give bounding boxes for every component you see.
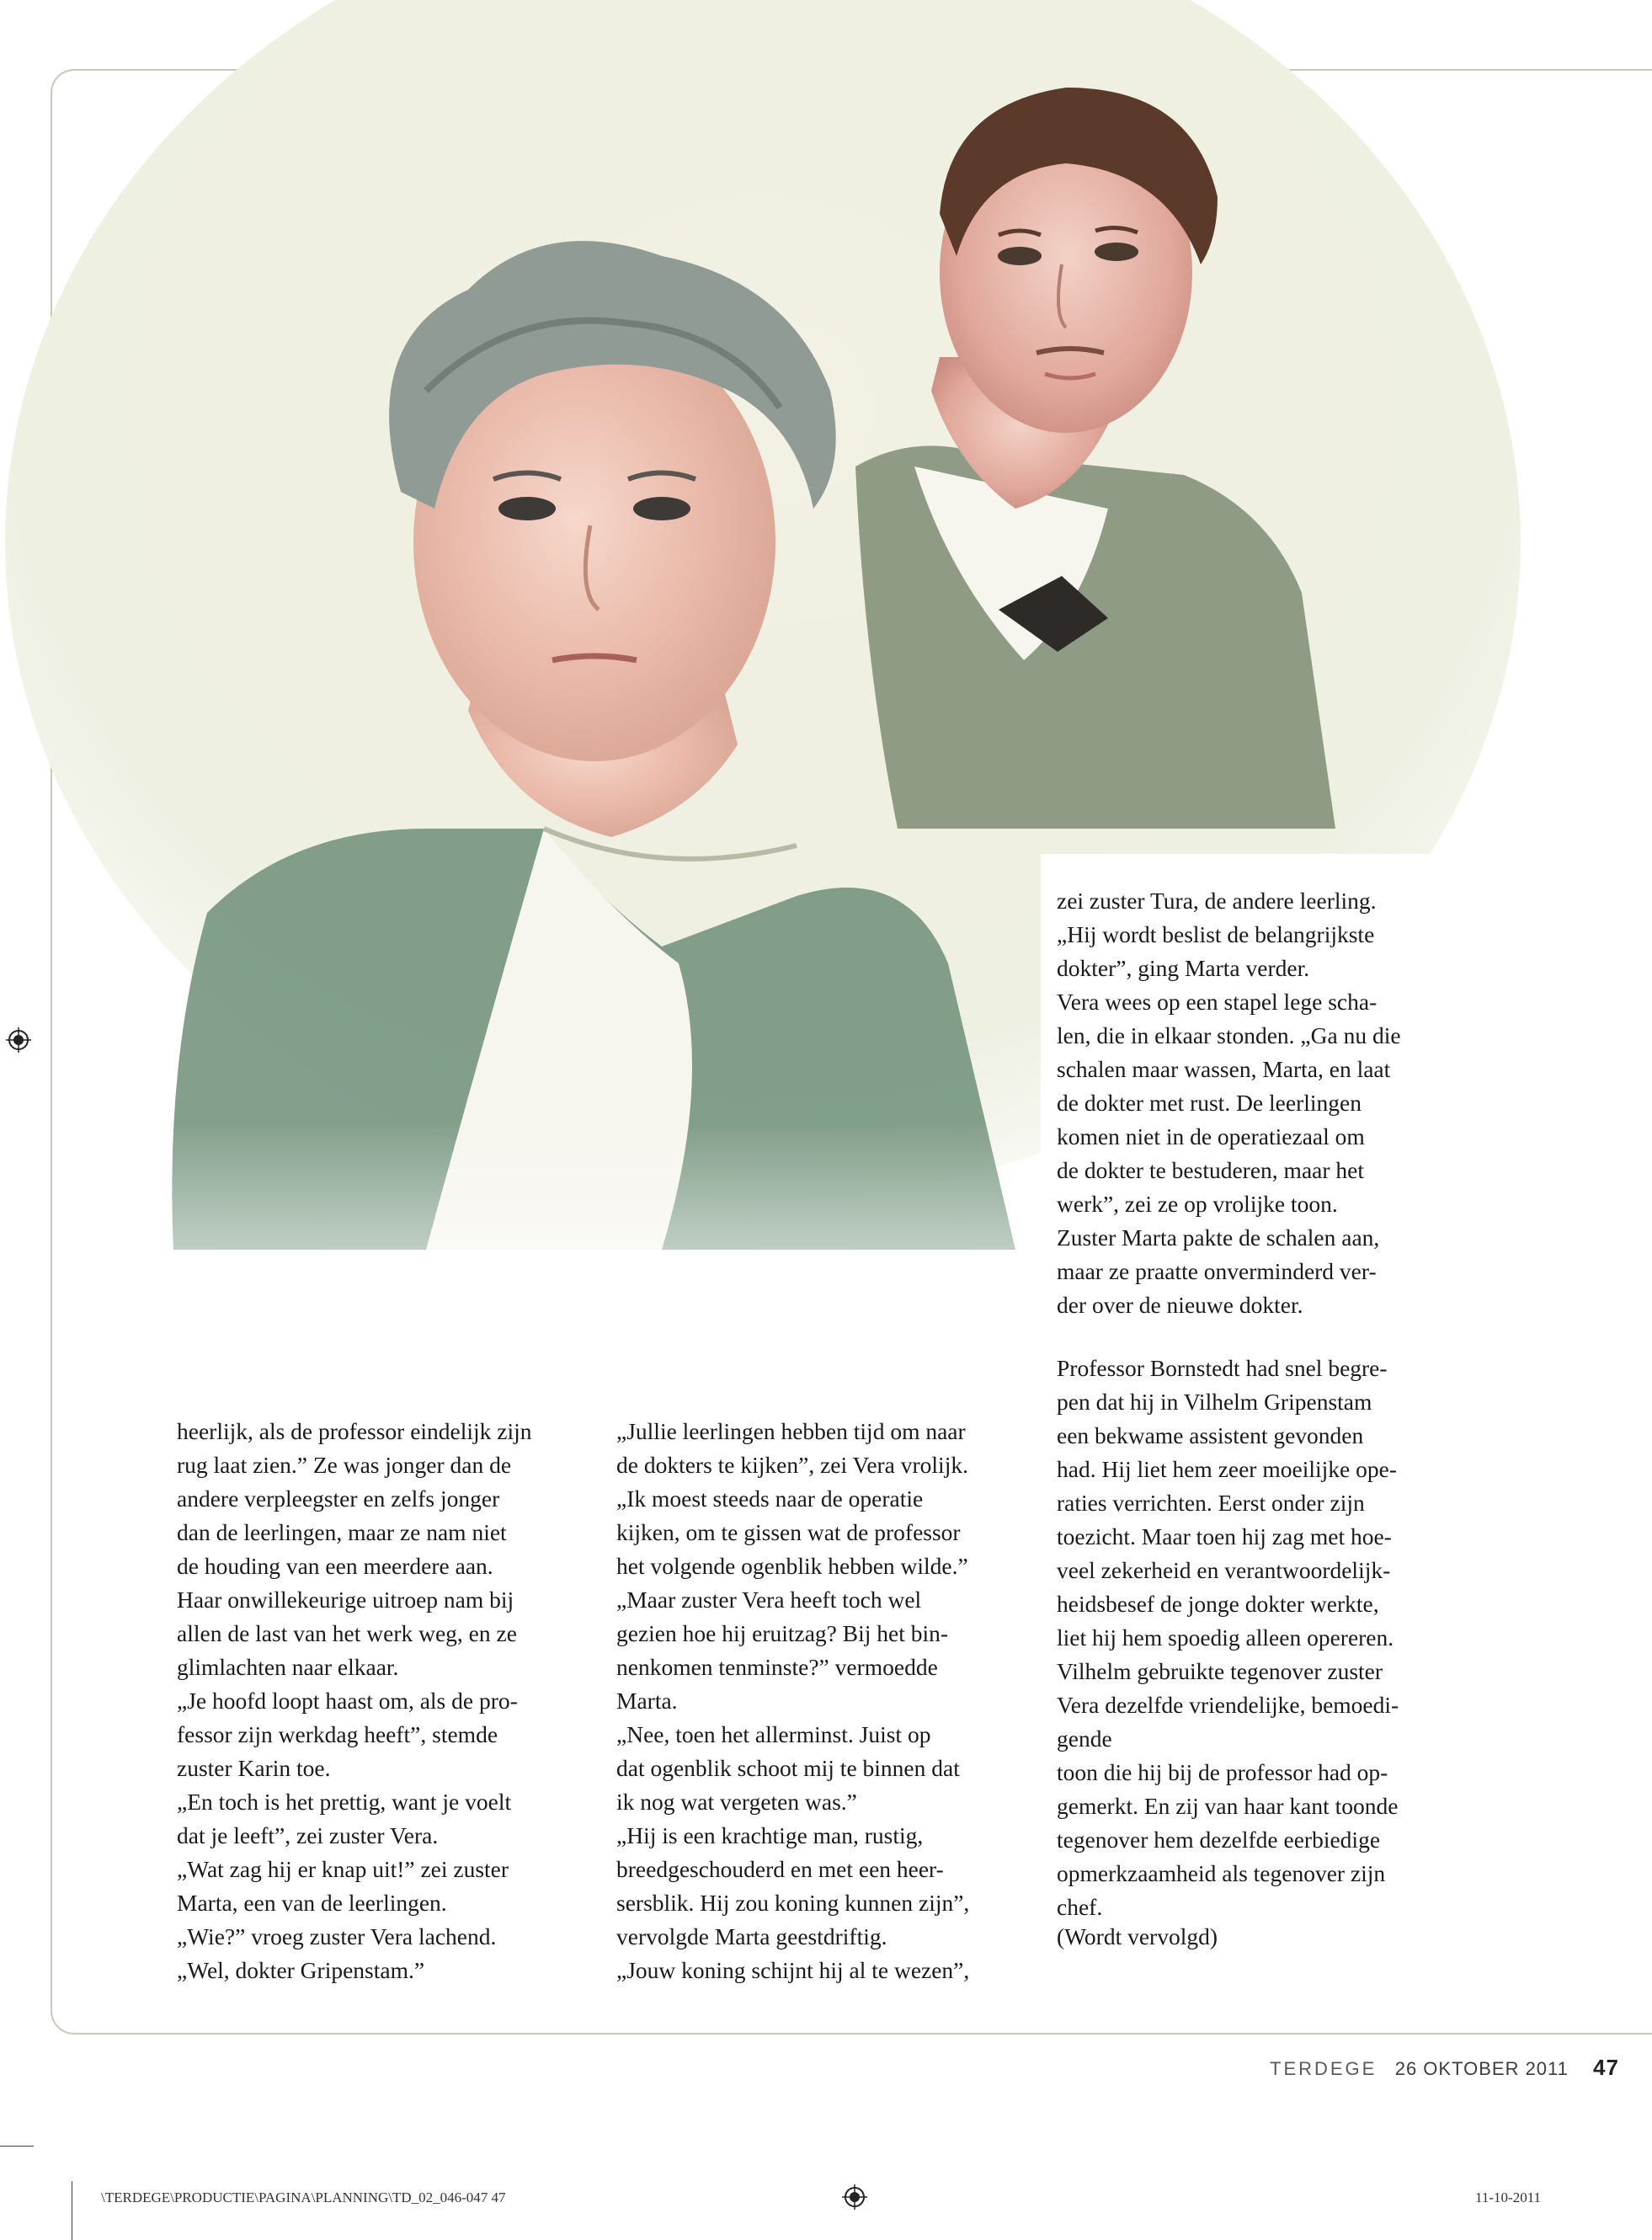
text-line: de dokter met rust. De leerlingen: [1057, 1090, 1362, 1116]
text-line: „Wie?” vroeg zuster Vera lachend.: [177, 1923, 497, 1949]
text-line: dat je leeft”, zei zuster Vera.: [177, 1822, 439, 1848]
magazine-name: TERDEGE: [1270, 2058, 1378, 2079]
text-line: zei zuster Tura, de andere leerling.: [1057, 888, 1377, 914]
text-line: liet hij hem spoedig alleen opereren.: [1057, 1624, 1394, 1651]
text-line: dan de leerlingen, maar ze nam niet: [177, 1519, 507, 1545]
text-line: de dokter te bestuderen, maar het: [1057, 1157, 1364, 1183]
registration-mark-icon: [6, 1027, 31, 1053]
print-slug-path: \TERDEGE\PRODUCTIE\PAGINA\PLANNING\TD_02_046-047 47: [101, 2189, 506, 2205]
text-line: „Je hoofd loopt haast om, als de pro-: [177, 1688, 518, 1714]
text-line: „Hij wordt beslist de belangrijkste: [1057, 921, 1375, 947]
text-line: tegenover hem dezelfde eerbiedige: [1057, 1827, 1381, 1853]
text-line: Marta, een van de leerlingen.: [177, 1890, 447, 1916]
text-line: „Jullie leerlingen hebben tijd om naar: [616, 1418, 966, 1444]
article-column-3-top: [1057, 884, 1486, 1322]
text-line: allen de last van het werk weg, en ze: [177, 1620, 517, 1646]
text-line: „Jouw koning schijnt hij al te wezen”,: [616, 1957, 970, 1983]
text-line: Marta.: [616, 1688, 678, 1714]
text-line: pen dat hij in Vilhelm Gripenstam: [1057, 1389, 1372, 1415]
text-line: komen niet in de operatiezaal om: [1057, 1123, 1365, 1149]
text-line: „Wel, dokter Gripenstam.”: [177, 1957, 425, 1983]
text-line: glimlachten naar elkaar.: [177, 1654, 399, 1680]
text-line: Vera dezelfde vriendelijke, bemoedi-: [1057, 1692, 1399, 1718]
text-line: vervolgde Marta geestdriftig.: [616, 1923, 887, 1949]
text-line: sersblik. Hij zou koning kunnen zijn”,: [616, 1890, 970, 1916]
text-line: fessor zijn werkdag heeft”, stemde: [177, 1721, 498, 1747]
text-line: opmerkzaamheid als tegenover zijn: [1057, 1860, 1386, 1886]
text-line: „En toch is het prettig, want je voelt: [177, 1789, 512, 1815]
registration-mark-icon: [842, 2184, 867, 2210]
text-line: een bekwame assistent gevonden: [1057, 1422, 1364, 1448]
text-line: nenkomen tenminste?” vermoedde: [616, 1654, 938, 1680]
text-line: Vera wees op een stapel lege scha-: [1057, 989, 1378, 1015]
text-line: zuster Karin toe.: [177, 1755, 331, 1781]
text-line: veel zekerheid en verantwoordelijk-: [1057, 1557, 1391, 1583]
page-number: 47: [1593, 2055, 1619, 2080]
article-column-2: [616, 1415, 1037, 1987]
text-line: „Ik moest steeds naar de operatie: [616, 1485, 924, 1512]
text-line: „Wat zag hij er knap uit!” zei zuster: [177, 1856, 509, 1882]
to-be-continued: [1057, 1920, 1486, 1954]
text-line: „Hij is een krachtige man, rustig,: [616, 1822, 924, 1848]
text-line: het volgende ogenblik hebben wilde.”: [616, 1553, 968, 1579]
text-line: Zuster Marta pakte de schalen aan,: [1057, 1224, 1380, 1251]
text-line: Vilhelm gebruikte tegenover zuster: [1057, 1658, 1383, 1684]
text-line: gende: [1057, 1725, 1112, 1752]
text-line: schalen maar wassen, Marta, en laat: [1057, 1056, 1391, 1082]
page-footer: [1270, 2055, 1619, 2081]
text-line: toezicht. Maar toen hij zag met hoe-: [1057, 1523, 1392, 1549]
text-line: maar ze praatte onverminderd ver-: [1057, 1258, 1377, 1284]
text-line: toon die hij bij de professor had op-: [1057, 1759, 1388, 1785]
text-line: had. Hij liet hem zeer moeilijke ope-: [1057, 1456, 1397, 1482]
text-line: len, die in elkaar stonden. „Ga nu die: [1057, 1022, 1401, 1048]
text-line: rug laat zien.” Ze was jonger dan de: [177, 1452, 512, 1478]
text-line: de houding van een meerdere aan.: [177, 1553, 493, 1579]
text-line: andere verpleegster en zelfs jonger: [177, 1485, 500, 1512]
text-line: Haar onwillekeurige uitroep nam bij: [177, 1587, 514, 1613]
crop-mark: [0, 2146, 34, 2147]
text-line: de dokters te kijken”, zei Vera vrolijk.: [616, 1452, 968, 1478]
text-line: gezien hoe hij eruitzag? Bij het bin-: [616, 1620, 949, 1646]
text-line: breedgeschouderd en met een heer-: [616, 1856, 944, 1882]
text-line: Professor Bornstedt had snel begre-: [1057, 1355, 1388, 1381]
text-line: ik nog wat vergeten was.”: [616, 1789, 857, 1815]
text-line: raties verrichten. Eerst onder zijn: [1057, 1490, 1365, 1516]
text-line: kijken, om te gissen wat de professor: [616, 1519, 961, 1545]
text-line: dokter”, ging Marta verder.: [1057, 955, 1310, 981]
text-line: „Nee, toen het allerminst. Juist op: [616, 1721, 931, 1747]
text-line: heidsbesef de jonge dokter werkte,: [1057, 1591, 1379, 1617]
text-line: dat ogenblik schoot mij te binnen dat: [616, 1755, 960, 1781]
article-column-3-bottom: [1057, 1352, 1486, 1924]
article-column-1: [177, 1415, 598, 1987]
text-line: „Maar zuster Vera heeft toch wel: [616, 1587, 922, 1613]
issue-date: 26 OKTOBER 2011: [1394, 2058, 1569, 2079]
text-line: heerlijk, als de professor eindelijk zijn: [177, 1418, 532, 1444]
print-slug-date: 11-10-2011: [1475, 2189, 1542, 2205]
text-line: chef.: [1057, 1894, 1103, 1920]
text-line: der over de nieuwe dokter.: [1057, 1292, 1303, 1318]
continued-note: (Wordt vervolgd): [1057, 1923, 1218, 1949]
text-line: werk”, zei ze op vrolijke toon.: [1057, 1191, 1338, 1217]
text-line: gemerkt. En zij van haar kant toonde: [1057, 1793, 1399, 1819]
